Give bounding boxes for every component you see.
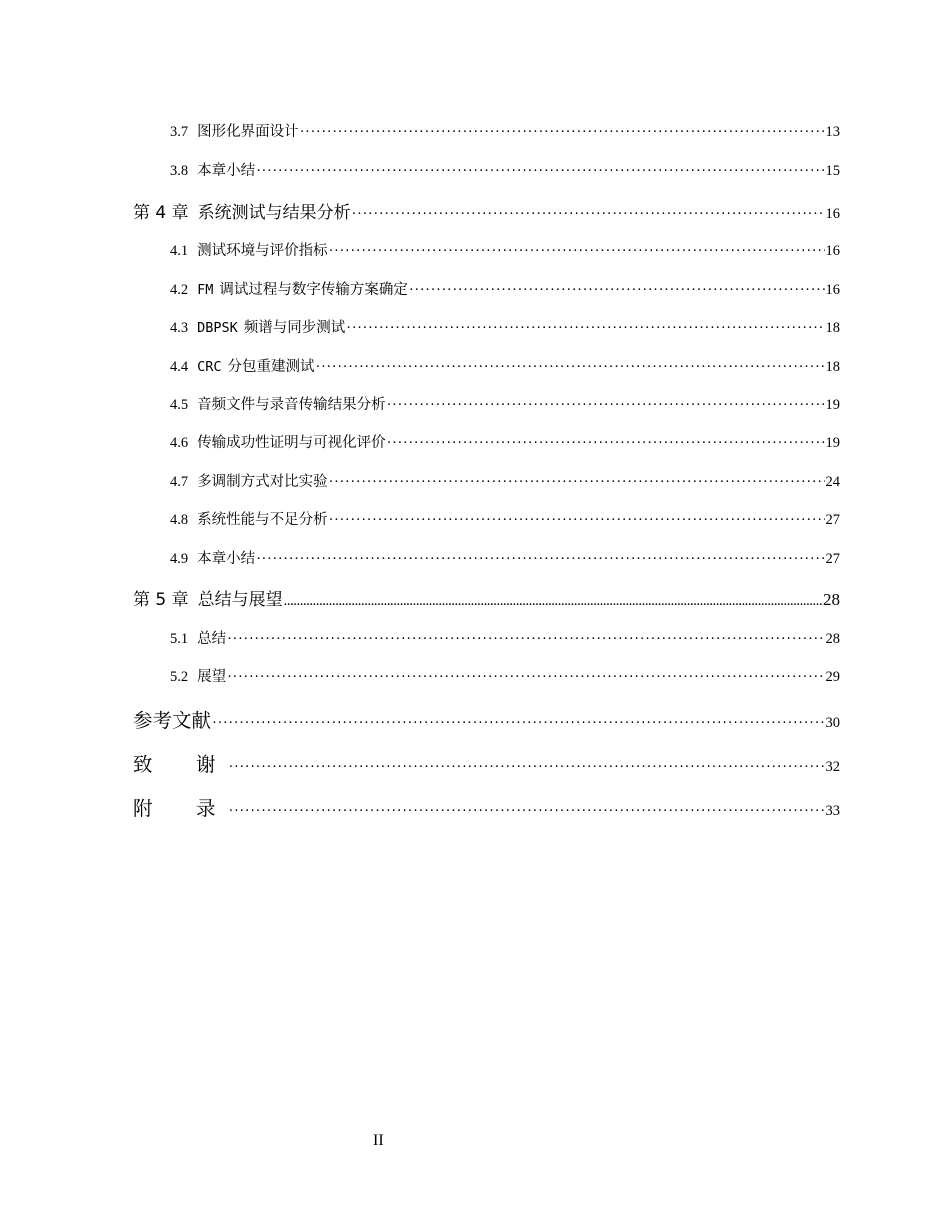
leader-dots [284, 593, 822, 610]
chapter-title: 系统测试与结果分析 [197, 203, 351, 223]
section-title-prefix: FM [197, 282, 214, 298]
section-title: 频谱与同步测试 [243, 320, 346, 336]
leader-dots [387, 397, 825, 414]
section-title: 本章小结 [197, 551, 256, 567]
page-number: 24 [825, 474, 840, 490]
page-number: 19 [825, 397, 840, 413]
chapter-number: 第 4 章 [133, 203, 189, 223]
section-title: 展望 [197, 669, 227, 685]
toc-entry-chapter-5[interactable] [133, 585, 840, 610]
section-title-prefix: DBPSK [197, 320, 238, 336]
section-number: 4.5 [170, 397, 189, 413]
toc-entry-4-8[interactable] [170, 508, 840, 529]
toc-entry-acknowledgements[interactable] [133, 749, 840, 777]
leader-dots [316, 359, 825, 376]
page-number: 32 [825, 759, 840, 775]
section-number: 4.7 [170, 474, 189, 490]
page-number: 13 [825, 124, 840, 140]
toc-entry-5-2[interactable] [170, 665, 840, 686]
leader-dots [256, 163, 824, 180]
appendix-title: 附 录 [133, 797, 228, 820]
toc-entry-4-6[interactable] [170, 431, 840, 452]
section-title: 传输成功性证明与可视化评价 [197, 435, 386, 451]
leader-dots [212, 715, 824, 732]
leader-dots [256, 551, 824, 568]
page-number: 19 [825, 435, 840, 451]
toc-entry-chapter-4[interactable] [133, 198, 840, 223]
toc-entry-4-3[interactable] [170, 316, 840, 337]
section-title: 测试环境与评价指标 [197, 243, 328, 259]
page-number: 18 [825, 359, 840, 375]
page-number: 18 [825, 320, 840, 336]
leader-dots [352, 206, 825, 223]
toc-entry-4-4[interactable] [170, 355, 840, 376]
toc-entry-references[interactable] [133, 705, 840, 733]
page-number: 16 [825, 282, 840, 298]
section-number: 5.1 [170, 631, 189, 647]
section-number: 5.2 [170, 669, 189, 685]
section-number: 4.6 [170, 435, 189, 451]
page-number: 27 [825, 512, 840, 528]
toc-entry-4-1[interactable] [170, 239, 840, 260]
section-title: 音频文件与录音传输结果分析 [197, 397, 386, 413]
section-title: 系统性能与不足分析 [197, 512, 328, 528]
leader-dots [229, 803, 825, 820]
page-number: 16 [825, 206, 840, 222]
page-number: 28 [825, 631, 840, 647]
section-title-prefix: CRC [197, 359, 222, 375]
section-number: 3.7 [170, 124, 189, 140]
leader-dots [409, 282, 825, 299]
section-title: 分包重建测试 [227, 359, 315, 375]
page-number: 28 [823, 590, 840, 609]
page-number: 30 [825, 715, 840, 731]
chapter-number: 第 5 章 [133, 590, 189, 610]
page-footer-number: II [373, 1132, 384, 1149]
toc-entry-4-5[interactable] [170, 393, 840, 414]
section-title: 总结 [197, 631, 227, 647]
references-title: 参考文献 [133, 709, 212, 732]
leader-dots [229, 759, 825, 776]
toc-entry-4-7[interactable] [170, 470, 840, 491]
acknowledgements-title: 致 谢 [133, 753, 228, 776]
section-number: 4.9 [170, 551, 189, 567]
section-title: 本章小结 [197, 163, 256, 179]
leader-dots [227, 631, 824, 648]
leader-dots [346, 320, 824, 337]
toc-entry-appendix[interactable] [133, 793, 840, 821]
section-number: 4.2 [170, 282, 189, 298]
page-number: 15 [825, 163, 840, 179]
page-number: 27 [825, 551, 840, 567]
leader-dots [387, 435, 825, 452]
section-number: 4.4 [170, 359, 189, 375]
toc-entry-3-7[interactable] [170, 120, 840, 141]
section-number: 3.8 [170, 163, 189, 179]
toc-entry-3-8[interactable] [170, 159, 840, 180]
section-title: 多调制方式对比实验 [197, 474, 328, 490]
page-number: 33 [825, 803, 840, 819]
toc-entry-4-2[interactable] [170, 278, 840, 299]
page-number: 16 [825, 243, 840, 259]
section-number: 4.8 [170, 512, 189, 528]
section-title: 调试过程与数字传输方案确定 [219, 282, 408, 298]
section-title: 图形化界面设计 [197, 124, 299, 140]
leader-dots [300, 124, 825, 141]
section-number: 4.3 [170, 320, 189, 336]
leader-dots [329, 512, 825, 529]
section-number: 4.1 [170, 243, 189, 259]
leader-dots [329, 474, 825, 491]
page-number: 29 [825, 669, 840, 685]
leader-dots [329, 243, 825, 260]
leader-dots [227, 669, 824, 686]
chapter-title: 总结与展望 [197, 590, 283, 610]
toc-entry-4-9[interactable] [170, 547, 840, 568]
toc-entry-5-1[interactable] [170, 627, 840, 648]
